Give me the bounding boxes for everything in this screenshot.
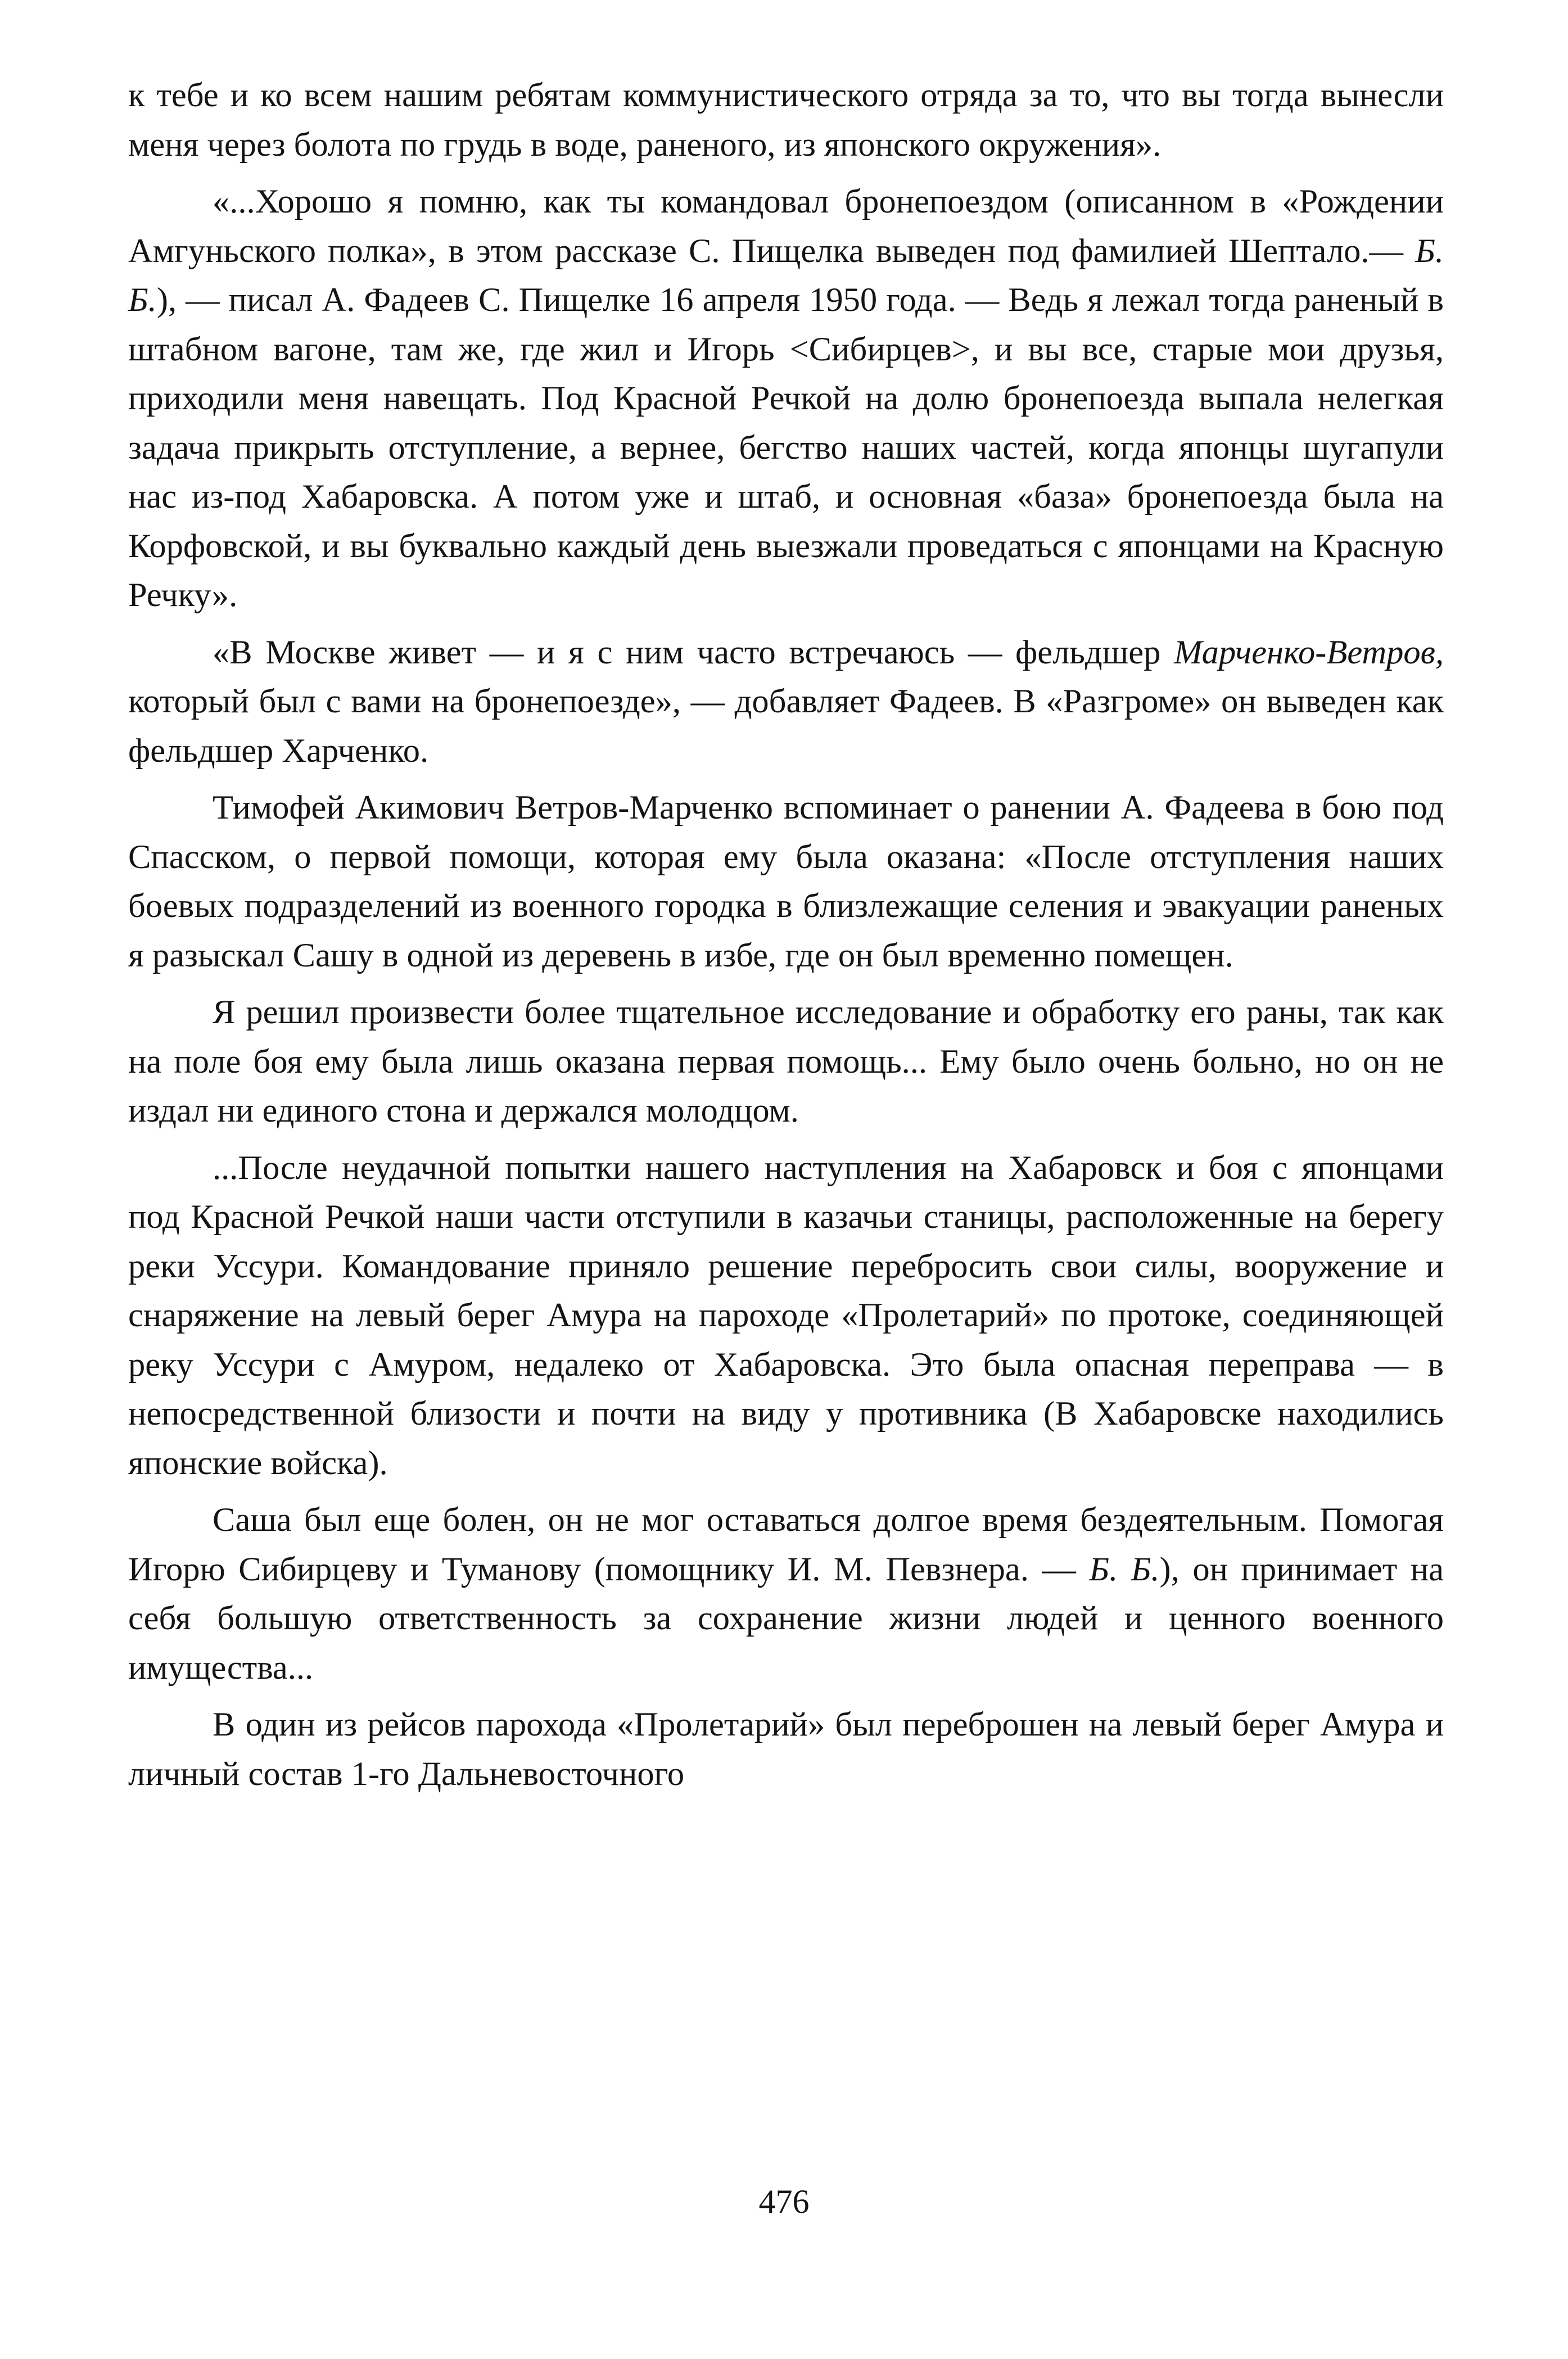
italic-name: Марченко-Ветров,: [1174, 633, 1444, 671]
paragraph-1: [128, 71, 1444, 169]
paragraph-4: [128, 783, 1444, 980]
paragraph-text: Саша был еще болен, он не мог оставаться долгое время бездеятельным. Помогая Игорю Сибирцеву и Туманову (помощнику И. М. Певзнера. —: [128, 1501, 1444, 1588]
paragraph-text: ), он принимает на себя большую ответственность за сохранение жизни людей и ценного военного имущества...: [128, 1550, 1444, 1687]
paragraph-text: ), — писал А. Фадеев С. Пищелке 16 апреля 1950 года. — Ведь я лежал тогда раненый в штабном вагоне, там же, где жил и Игорь <Сибирцев>, и вы все, старые мои друзья, приходили меня навещать. Под Красной Речкой на долю бронепоезда выпала нелегкая задача прикрыть отступление, а вернее, бегство наших частей, когда японцы шугапули нас из-под Хабаровска. А потом уже и штаб, и основная «база» бронепоезда была на Корфовской, и вы буквально каждый день выезжали проведаться с японцами на Красную Речку».: [128, 281, 1444, 614]
paragraph-5: [128, 988, 1444, 1136]
paragraph-text: В один из рейсов парохода «Пролетарий» был переброшен на левый берег Амура и личный состав 1-го Дальневосточного: [128, 1706, 1444, 1793]
paragraph-text: «В Москве живет — и я с ним часто встречаюсь — фельдшер: [213, 633, 1174, 671]
paragraph-7: [128, 1495, 1444, 1692]
paragraph-6: [128, 1144, 1444, 1488]
paragraph-text: Тимофей Акимович Ветров-Марченко вспоминает о ранении А. Фадеева в бою под Спасском, о первой помощи, которая ему была оказана: «После отступления наших боевых подразделений из военного городка в близлежащие селения и эвакуации раненых я разыскал Сашу в одной из деревень в избе, где он был временно помещен.: [128, 789, 1444, 974]
paragraph-2: [128, 177, 1444, 620]
paragraph-8: [128, 1700, 1444, 1798]
page-number: 476: [758, 2183, 810, 2220]
page-body: [128, 71, 1444, 1798]
paragraph-text: «...Хорошо я помню, как ты командовал бронепоездом (описанном в «Рождении Амгуньского полка», в этом рассказе С. Пищелка выведен под фамилией Шептало.—: [128, 183, 1444, 270]
paragraph-text: к тебе и ко всем нашим ребятам коммунистического отряда за то, что вы тогда вынесли меня через болота по грудь в воде, раненого, из японского окружения».: [128, 76, 1444, 164]
author-initials: Б. Б.: [1089, 1550, 1160, 1588]
author-initials: Б. Б.: [128, 232, 1444, 319]
paragraph-text: ...После неудачной попытки нашего наступления на Хабаровск и боя с японцами под Красной Речкой наши части отступили в казачьи станицы, расположенные на берегу реки Уссури. Командование приняло решение перебросить свои силы, вооружение и снаряжение на левый берег Амура на пароходе «Пролетарий» по протоке, соединяющей реку Уссури с Амуром, недалеко от Хабаровска. Это была опасная переправа — в непосредственной близости и почти на виду у противника (В Хабаровске находились японские войска).: [128, 1149, 1444, 1482]
paragraph-3: [128, 628, 1444, 776]
paragraph-text: Я решил произвести более тщательное исследование и обработку его раны, так как на поле боя ему была лишь оказана первая помощь... Ему было очень больно, но он не издал ни единого стона и держался молодцом.: [128, 993, 1444, 1129]
paragraph-text: который был с вами на бронепоезде», — добавляет Фадеев. В «Разгроме» он выведен как фельдшер Харченко.: [128, 683, 1444, 770]
